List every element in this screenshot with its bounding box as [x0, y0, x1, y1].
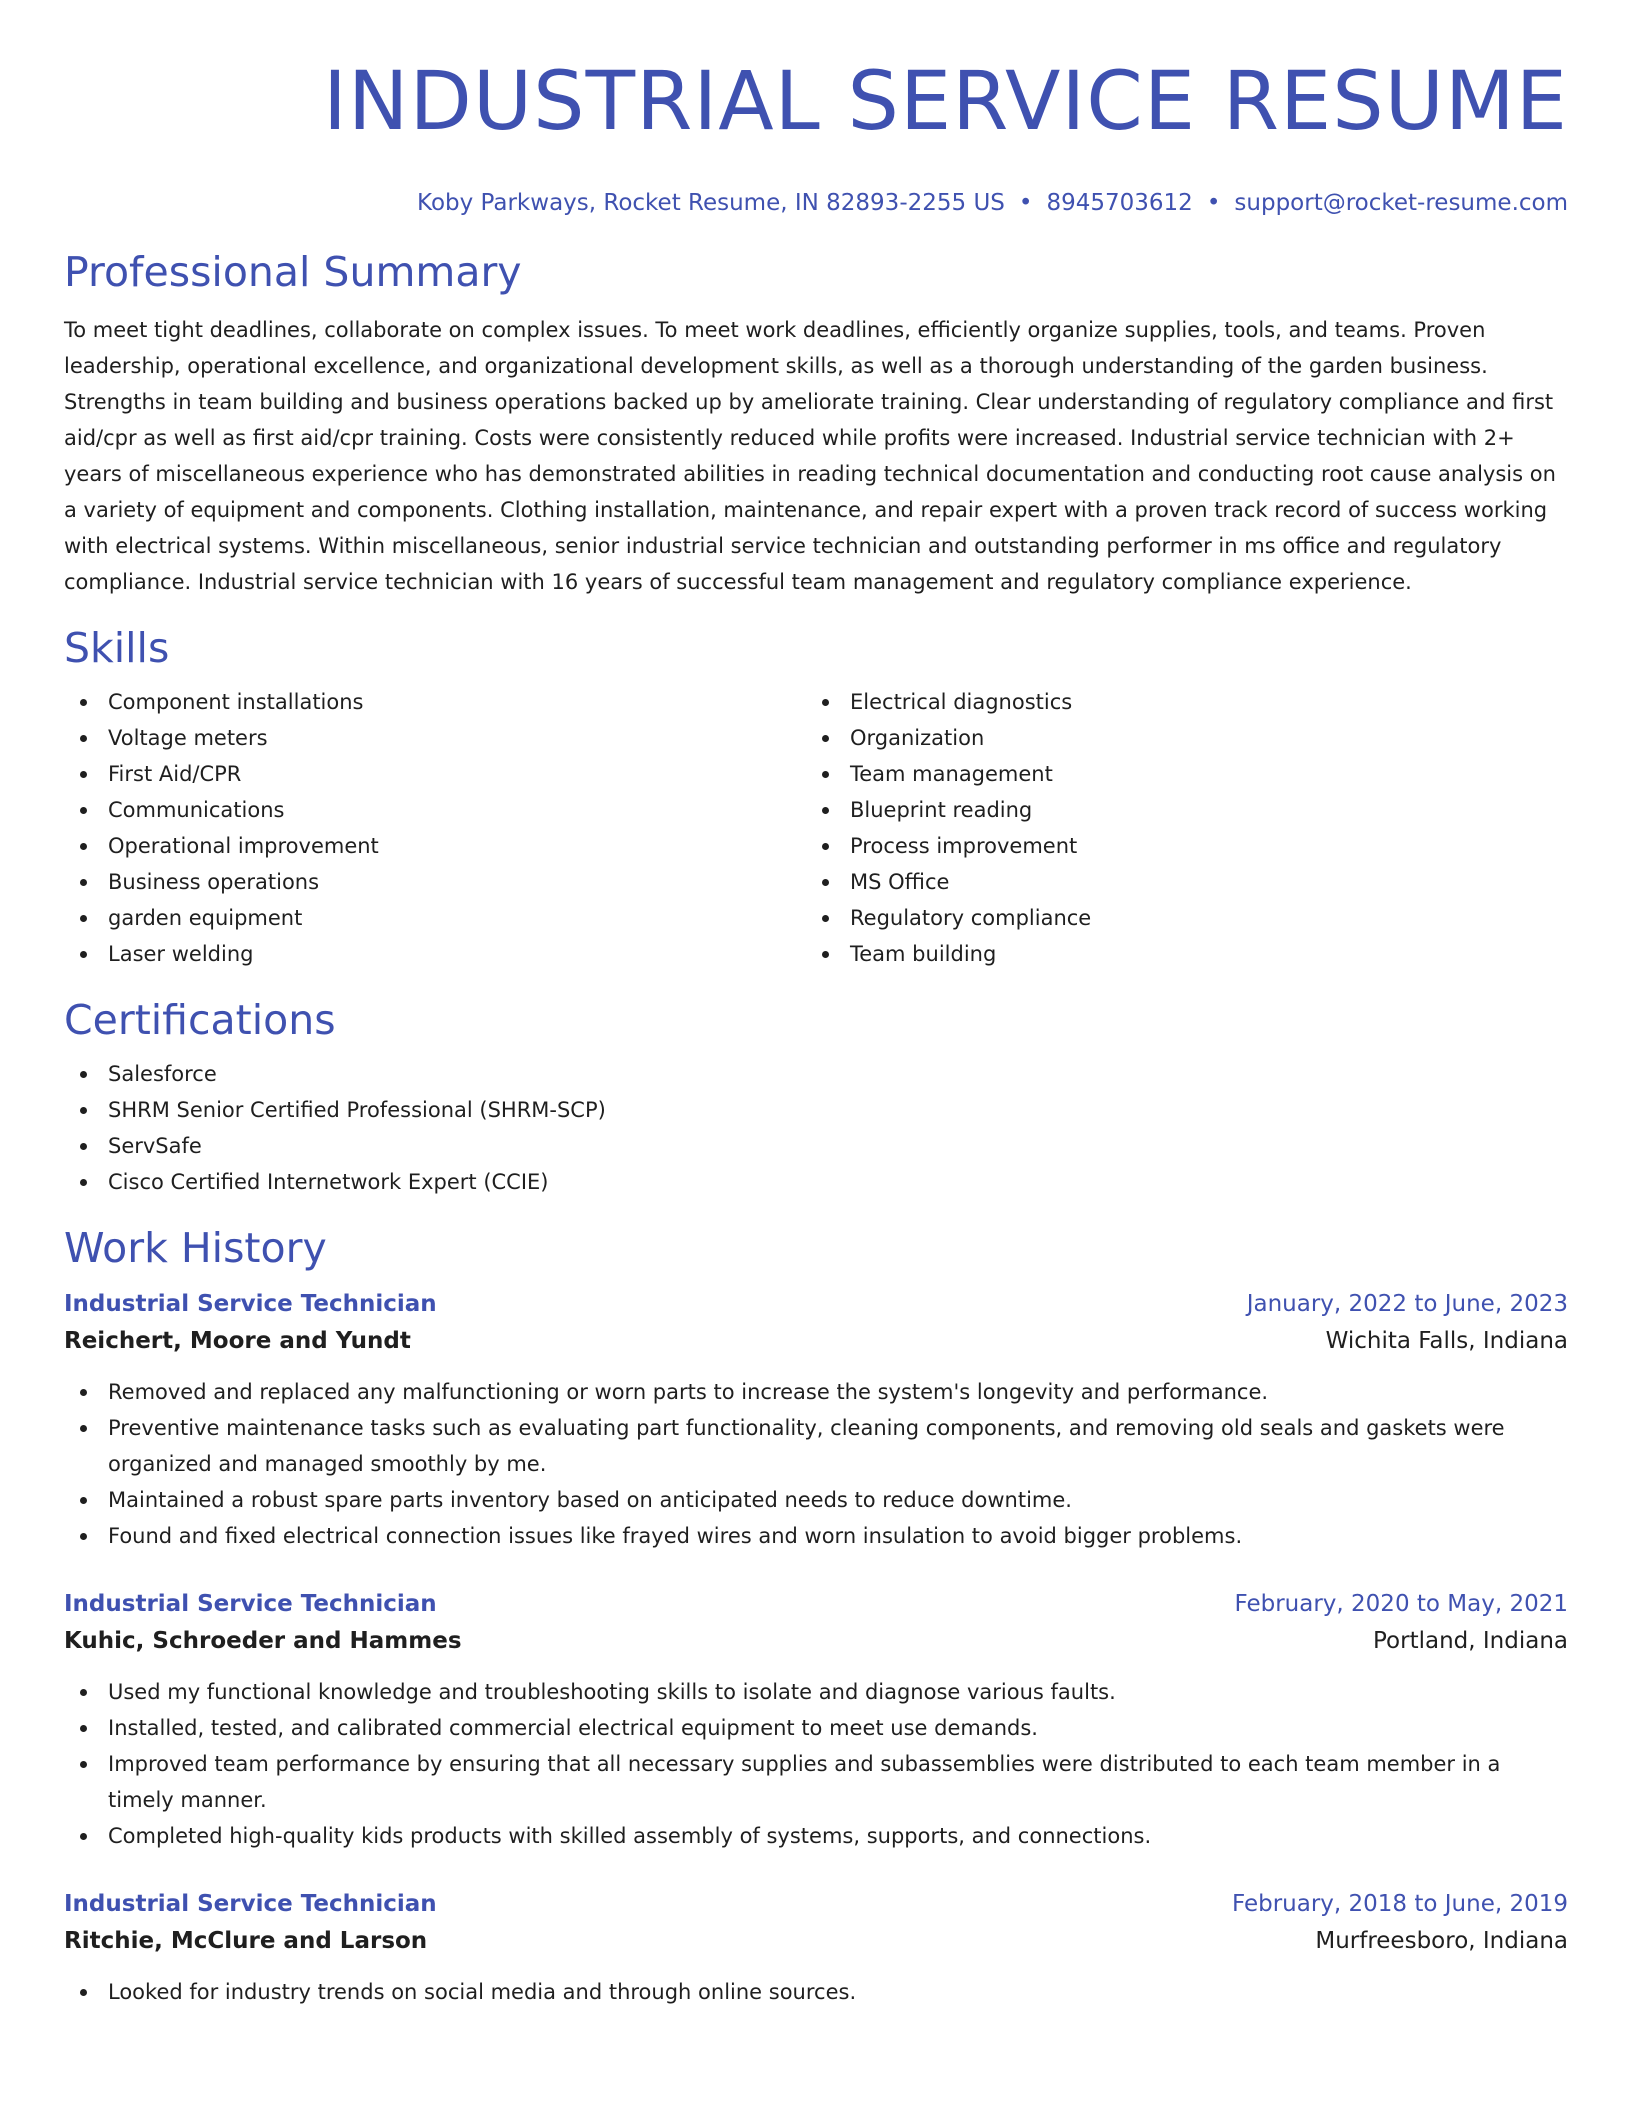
- skill-item: Regulatory compliance: [806, 900, 1548, 936]
- summary-section: [64, 246, 1568, 600]
- skill-item: Electrical diagnostics: [806, 684, 1548, 720]
- section-heading-summary: Professional Summary: [64, 248, 522, 296]
- job-subheader: [64, 1322, 1568, 1360]
- job-location: Murfreesboro, Indiana: [1315, 1928, 1568, 1954]
- job-entry: [64, 1286, 1568, 1554]
- skill-item: Team management: [806, 756, 1548, 792]
- job-bullet: Maintained a robust spare parts inventory based on anticipated needs to reduce downtime.: [64, 1482, 1568, 1518]
- resume-title: INDUSTRIAL SERVICE RESUME: [323, 55, 1568, 149]
- contact-address: Koby Parkways, Rocket Resume, IN 82893-2255 US: [417, 190, 1005, 216]
- skill-item: Organization: [806, 720, 1548, 756]
- skills-list-left: [64, 684, 806, 972]
- job-bullets: [64, 1374, 1568, 1554]
- job-bullet: Installed, tested, and calibrated commercial electrical equipment to meet use demands.: [64, 1710, 1568, 1746]
- skill-item: MS Office: [806, 864, 1548, 900]
- contact-separator: •: [1206, 190, 1221, 216]
- section-heading-work-history: Work History: [64, 1224, 327, 1272]
- skill-item: Communications: [64, 792, 806, 828]
- job-entry: [64, 1886, 1568, 2010]
- contact-line: [64, 188, 1568, 218]
- certifications-list: [64, 1056, 1568, 1200]
- job-bullets: [64, 1974, 1568, 2010]
- skill-item: Laser welding: [64, 936, 806, 972]
- job-title: Industrial Service Technician: [64, 1291, 437, 1317]
- work-history-section: [64, 1222, 1568, 2010]
- section-heading-skills: Skills: [64, 624, 170, 672]
- job-title: Industrial Service Technician: [64, 1591, 437, 1617]
- skill-item: garden equipment: [64, 900, 806, 936]
- skills-list-right: [806, 684, 1548, 972]
- job-bullet: Improved team performance by ensuring that all necessary supplies and subassemblies were distributed to each team member in a timely manner.: [64, 1746, 1568, 1818]
- certification-item: SHRM Senior Certified Professional (SHRM-SCP): [64, 1092, 1568, 1128]
- job-header: [64, 1586, 1568, 1622]
- job-bullet: Found and fixed electrical connection issues like frayed wires and worn insulation to avoid bigger problems.: [64, 1518, 1568, 1554]
- job-bullet: Preventive maintenance tasks such as evaluating part functionality, cleaning components, and removing old seals and gaskets were organized and managed smoothly by me.: [64, 1410, 1568, 1482]
- job-header: [64, 1886, 1568, 1922]
- skill-item: Business operations: [64, 864, 806, 900]
- job-dates: January, 2022 to June, 2023: [1246, 1291, 1568, 1317]
- skill-item: Team building: [806, 936, 1548, 972]
- contact-phone: 8945703612: [1046, 190, 1193, 216]
- job-location: Wichita Falls, Indiana: [1325, 1328, 1568, 1354]
- job-title: Industrial Service Technician: [64, 1891, 437, 1917]
- job-location: Portland, Indiana: [1373, 1628, 1568, 1654]
- skill-item: Voltage meters: [64, 720, 806, 756]
- job-subheader: [64, 1922, 1568, 1960]
- job-subheader: [64, 1622, 1568, 1660]
- job-entry: [64, 1586, 1568, 1854]
- skills-columns: [64, 684, 1568, 972]
- job-bullet: Used my functional knowledge and troubleshooting skills to isolate and diagnose various faults.: [64, 1674, 1568, 1710]
- certification-item: Cisco Certified Internetwork Expert (CCIE): [64, 1164, 1568, 1200]
- job-company: Ritchie, McClure and Larson: [64, 1928, 428, 1954]
- summary-text: To meet tight deadlines, collaborate on complex issues. To meet work deadlines, efficiently organize supplies, tools, and teams. Proven leadership, operational excellence, and organizational development skills, as well as a thorough understanding of the garden business. Strengths in team building and business operations backed up by ameliorate training. Clear understanding of regulatory compliance and first aid/cpr as well as first aid/cpr training. Costs were consistently reduced while profits were increased. Industrial service technician with 2+ years of miscellaneous experience who has demonstrated abilities in reading technical documentation and conducting root cause analysis on a variety of equipment and components. Clothing installation, maintenance, and repair expert with a proven track record of success working with electrical systems. Within miscellaneous, senior industrial service technician and outstanding performer in ms office and regulatory compliance. Industrial service technician with 16 years of successful team management and regulatory compliance experience.: [64, 318, 1556, 594]
- job-bullet: Completed high-quality kids products with skilled assembly of systems, supports, and connections.: [64, 1818, 1568, 1854]
- skill-item: First Aid/CPR: [64, 756, 806, 792]
- skills-section: [64, 622, 1568, 972]
- certification-item: ServSafe: [64, 1128, 1568, 1164]
- job-company: Kuhic, Schroeder and Hammes: [64, 1628, 462, 1654]
- skill-item: Operational improvement: [64, 828, 806, 864]
- skill-item: Blueprint reading: [806, 792, 1548, 828]
- certifications-section: [64, 994, 1568, 1200]
- resume-header: [64, 0, 1568, 218]
- job-header: [64, 1286, 1568, 1322]
- contact-email: support@rocket-resume.com: [1234, 190, 1568, 216]
- skill-item: Process improvement: [806, 828, 1548, 864]
- job-company: Reichert, Moore and Yundt: [64, 1328, 411, 1354]
- job-dates: February, 2020 to May, 2021: [1234, 1591, 1568, 1617]
- job-bullet: Removed and replaced any malfunctioning or worn parts to increase the system's longevity and performance.: [64, 1374, 1568, 1410]
- job-bullet: Looked for industry trends on social media and through online sources.: [64, 1974, 1568, 2010]
- skill-item: Component installations: [64, 684, 806, 720]
- section-heading-certifications: Certifications: [64, 996, 336, 1044]
- job-bullets: [64, 1674, 1568, 1854]
- certification-item: Salesforce: [64, 1056, 1568, 1092]
- contact-separator: •: [1018, 190, 1033, 216]
- job-dates: February, 2018 to June, 2019: [1231, 1891, 1568, 1917]
